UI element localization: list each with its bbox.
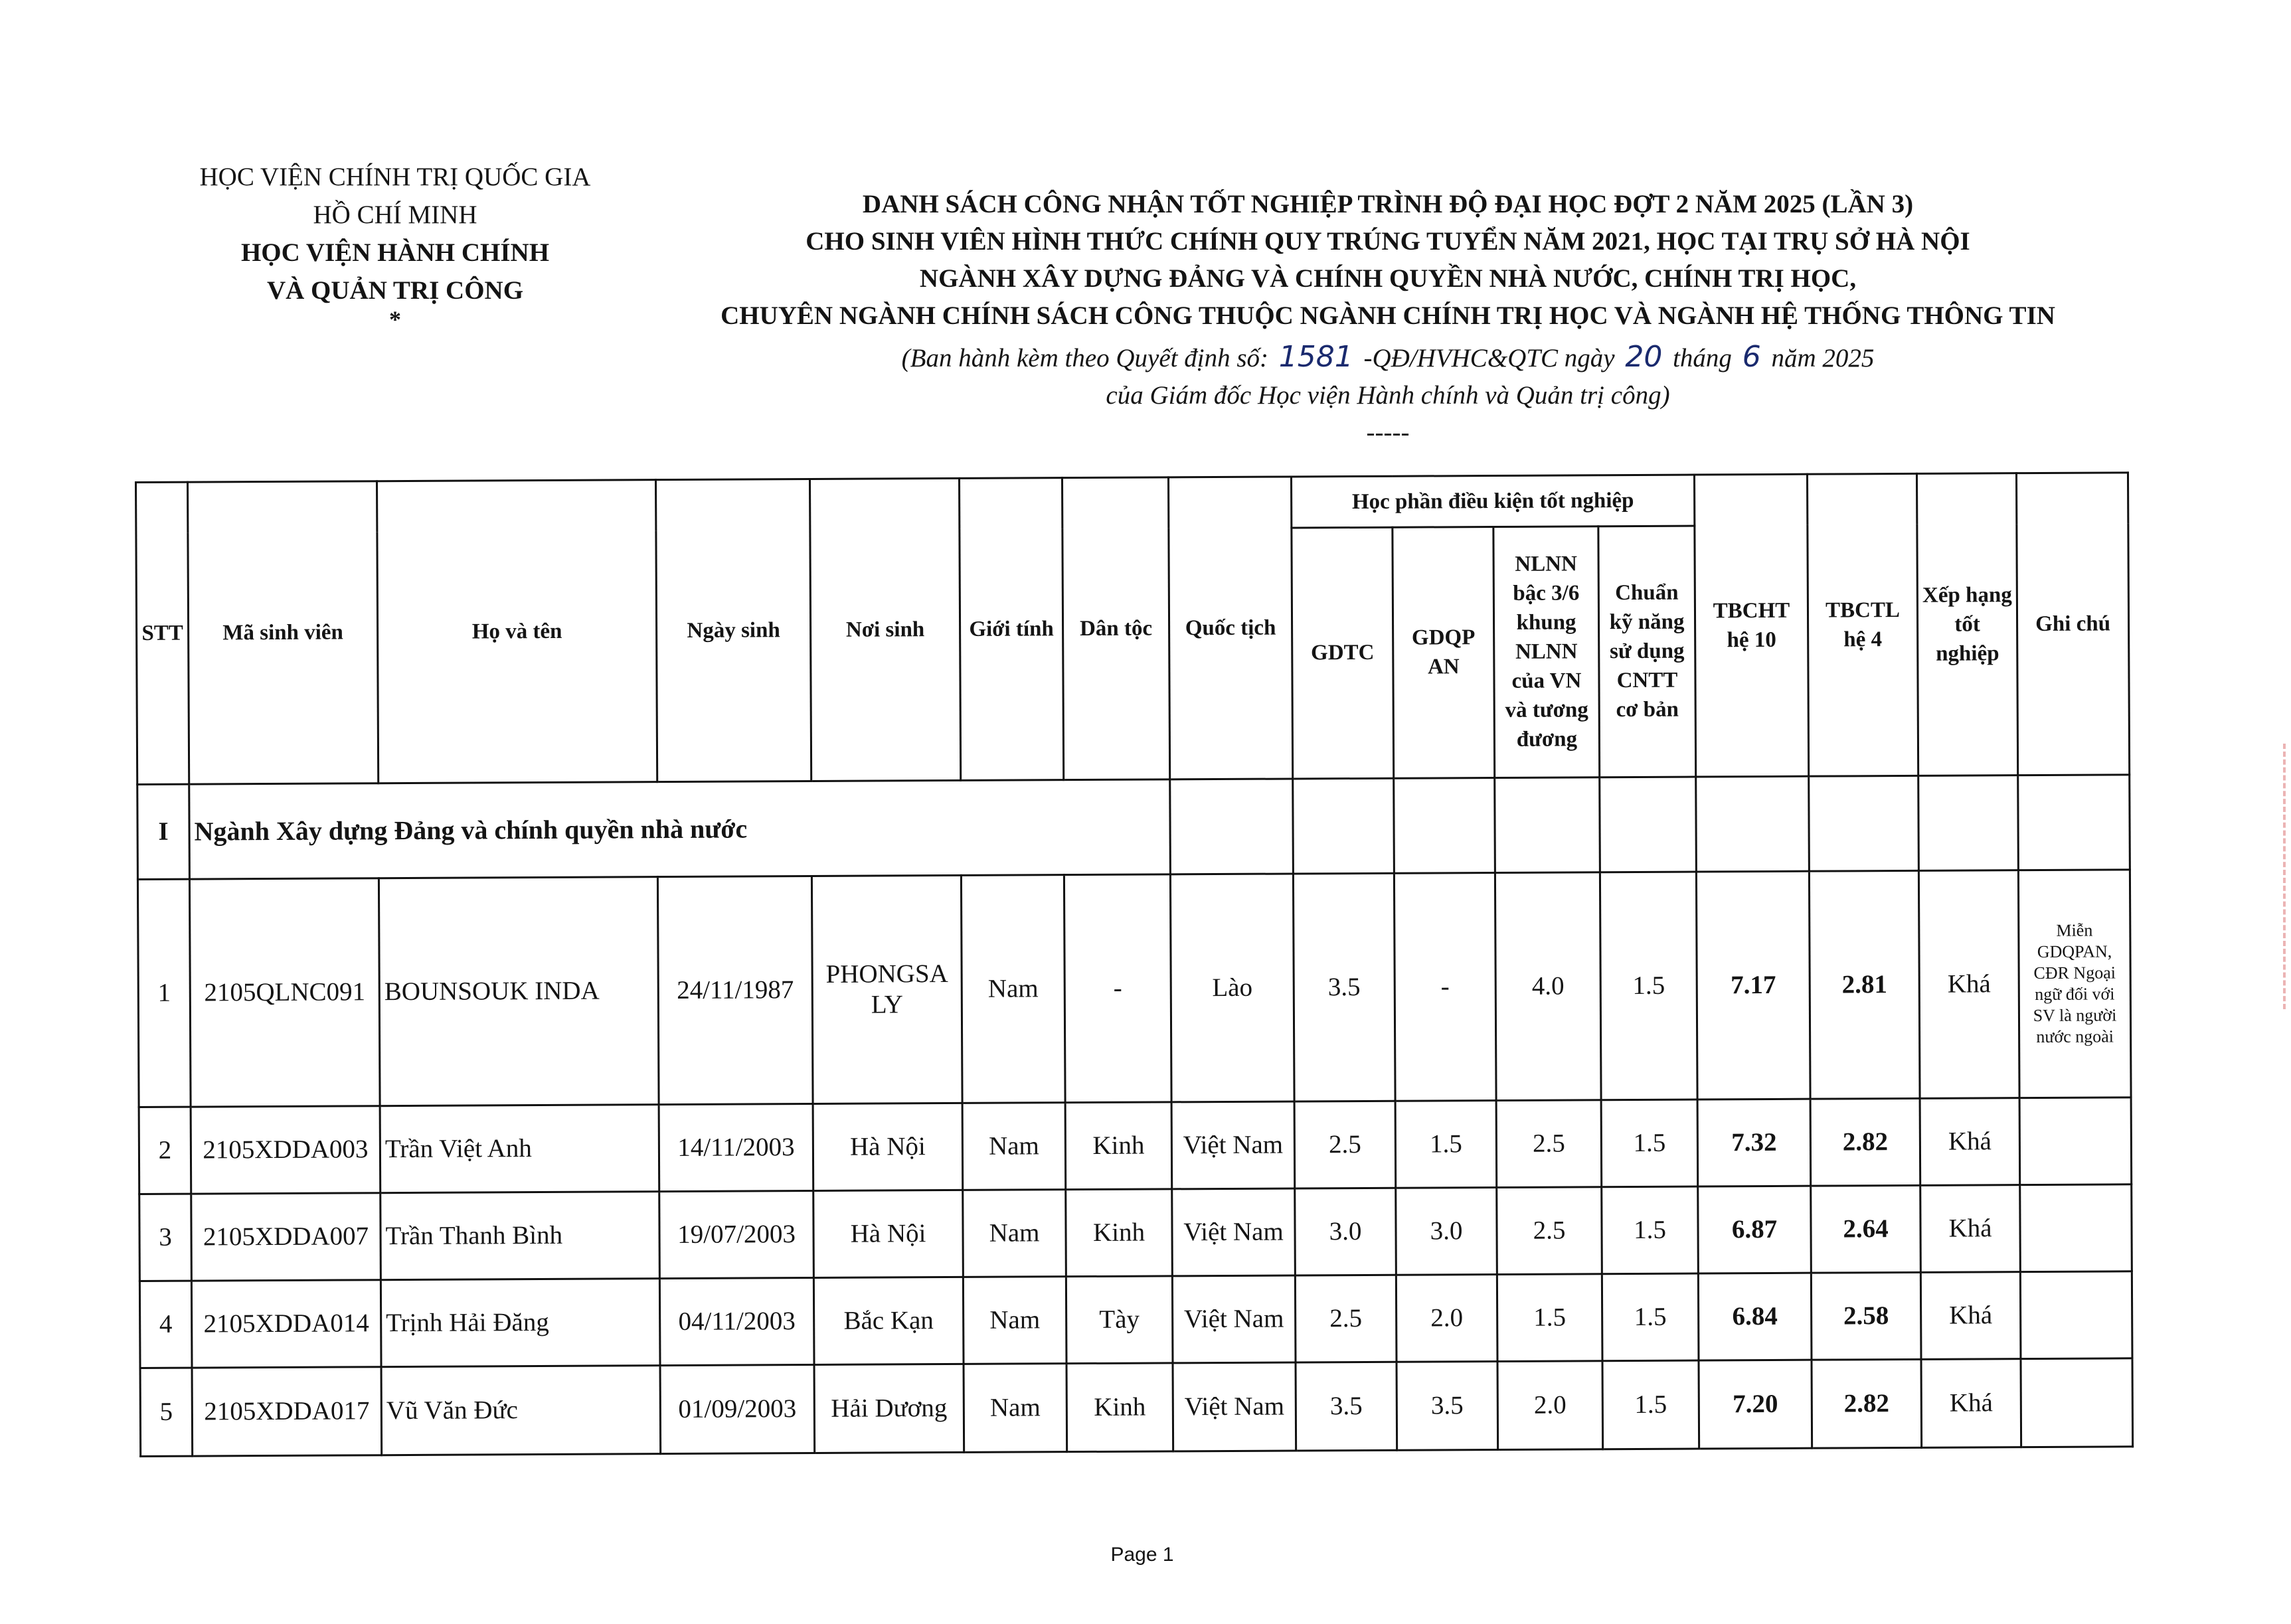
table-row bbox=[139, 1097, 2132, 1194]
col-header-notes: Ghi chú bbox=[2017, 473, 2130, 775]
cell-nationality: Lào bbox=[1170, 874, 1294, 1102]
title-line-4: CHUYÊN NGÀNH CHÍNH SÁCH CÔNG THUỘC NGÀNH CHÍNH TRỊ HỌC VÀ NGÀNH HỆ THỐNG THÔNG TIN bbox=[721, 301, 2055, 330]
col-header-name: Họ và tên bbox=[377, 480, 657, 783]
cell-gdqp: 2.0 bbox=[1396, 1275, 1497, 1362]
col-header-gdtc: GDTC bbox=[1292, 527, 1394, 779]
cell-tbctl: 2.82 bbox=[1812, 1359, 1922, 1448]
cell-gender: Nam bbox=[963, 1277, 1066, 1364]
cell-stt: 3 bbox=[139, 1194, 192, 1281]
cell-nlnn: 2.5 bbox=[1496, 1100, 1602, 1188]
cell-dob: 24/11/1987 bbox=[657, 876, 813, 1105]
cell-gdqp: 1.5 bbox=[1395, 1101, 1497, 1188]
cell-dob: 19/07/2003 bbox=[659, 1191, 814, 1279]
cell-gdqp: - bbox=[1394, 873, 1496, 1101]
cell-gender: Nam bbox=[962, 1103, 1066, 1190]
cell-name: BOUNSOUK INDA bbox=[379, 877, 659, 1106]
table-row bbox=[139, 1271, 2132, 1368]
table-row bbox=[140, 1358, 2133, 1457]
cell-gdtc: 3.5 bbox=[1296, 1362, 1397, 1451]
col-header-birthplace: Nơi sinh bbox=[809, 478, 960, 781]
cell-gdtc: 3.5 bbox=[1293, 874, 1395, 1101]
cell-name: Vũ Văn Đức bbox=[381, 1366, 661, 1455]
cell-nlnn: 2.0 bbox=[1497, 1361, 1603, 1450]
cell-nationality: Việt Nam bbox=[1172, 1188, 1296, 1276]
cell-gdtc: 3.0 bbox=[1295, 1188, 1397, 1275]
cell-tbctl: 2.82 bbox=[1810, 1099, 1920, 1186]
cell-tbcht: 7.17 bbox=[1696, 872, 1810, 1100]
cell-notes bbox=[2019, 1097, 2132, 1185]
cell-tbctl: 2.64 bbox=[1811, 1185, 1921, 1273]
cell-birthplace: PHONGSA LY bbox=[811, 876, 962, 1104]
cell-stt: 5 bbox=[140, 1368, 193, 1456]
decree-suffix: -QĐ/HVHC&QTC ngày bbox=[1363, 344, 1615, 372]
col-header-stt: STT bbox=[136, 482, 189, 785]
cell-ethnicity: Kinh bbox=[1066, 1363, 1173, 1452]
org-line-3: HỌC VIỆN HÀNH CHÍNH bbox=[240, 238, 550, 267]
col-header-rank: Xếp hạng tốt nghiệp bbox=[1917, 473, 2018, 776]
cell-nlnn: 4.0 bbox=[1495, 872, 1601, 1100]
cell-cntt: 1.5 bbox=[1601, 1099, 1698, 1187]
cell-notes: Miễn GDQPAN, CĐR Ngoại ngữ đối với SV là người nước ngoài bbox=[2018, 870, 2131, 1098]
col-header-gender: Giới tính bbox=[959, 478, 1063, 781]
cell-tbctl: 2.58 bbox=[1811, 1272, 1921, 1360]
cell-gender: Nam bbox=[964, 1364, 1067, 1453]
cell-cntt: 1.5 bbox=[1600, 872, 1697, 1099]
table-row bbox=[137, 870, 2131, 1107]
cell-cntt: 1.5 bbox=[1602, 1186, 1699, 1274]
edge-stamp-mark bbox=[2263, 744, 2286, 1009]
section-row bbox=[137, 775, 2130, 880]
cell-student-id: 2105XDDA014 bbox=[191, 1280, 381, 1368]
col-header-gdqp: GDQP AN bbox=[1393, 527, 1495, 778]
cell-rank: Khá bbox=[1920, 1272, 2021, 1360]
col-header-cntt: Chuẩn kỹ năng sử dụng CNTT cơ bản bbox=[1598, 526, 1696, 777]
title-line-2: CHO SINH VIÊN HÌNH THỨC CHÍNH QUY TRÚNG TUYỂN NĂM 2021, HỌC TẠI TRỤ SỞ HÀ NỘI bbox=[806, 227, 1970, 256]
cell-nationality: Việt Nam bbox=[1173, 1362, 1296, 1451]
cell-student-id: 2105QLNC091 bbox=[189, 878, 380, 1107]
cell-name: Trần Thanh Bình bbox=[381, 1192, 660, 1280]
decree-year: năm 2025 bbox=[1771, 344, 1875, 372]
cell-tbcht: 6.87 bbox=[1698, 1186, 1812, 1273]
cell-stt: 4 bbox=[139, 1281, 192, 1368]
table-row bbox=[139, 1184, 2132, 1281]
cell-gender: Nam bbox=[963, 1190, 1066, 1277]
org-line-1: HỌC VIỆN CHÍNH TRỊ QUỐC GIA bbox=[199, 163, 591, 191]
cell-rank: Khá bbox=[1920, 1098, 2020, 1186]
section-label: Ngành Xây dựng Đảng và chính quyền nhà nước bbox=[189, 779, 1171, 879]
decree-prefix: (Ban hành kèm theo Quyết định số: bbox=[901, 344, 1269, 372]
cell-gdtc: 2.5 bbox=[1295, 1275, 1397, 1362]
col-header-dob: Ngày sinh bbox=[655, 479, 811, 782]
col-header-nationality: Quốc tịch bbox=[1168, 477, 1292, 779]
cell-dob: 14/11/2003 bbox=[659, 1104, 813, 1192]
cell-ethnicity: Kinh bbox=[1065, 1102, 1172, 1190]
decree-day: 20 bbox=[1625, 340, 1663, 374]
cell-notes bbox=[2020, 1271, 2132, 1359]
graduation-table bbox=[135, 471, 2134, 1457]
cell-birthplace: Hải Dương bbox=[814, 1364, 964, 1453]
cell-birthplace: Hà Nội bbox=[813, 1103, 963, 1191]
cell-cntt: 1.5 bbox=[1602, 1360, 1699, 1449]
decree-line-2: của Giám đốc Học viện Hành chính và Quản trị công) bbox=[1106, 381, 1670, 410]
cell-tbcht: 7.32 bbox=[1697, 1099, 1811, 1186]
cell-nlnn: 2.5 bbox=[1497, 1187, 1602, 1275]
cell-birthplace: Bắc Kạn bbox=[813, 1277, 964, 1364]
cell-cntt: 1.5 bbox=[1602, 1273, 1699, 1361]
decree-reference bbox=[764, 339, 2012, 451]
decree-month-label: tháng bbox=[1673, 344, 1732, 372]
cell-ethnicity: - bbox=[1064, 874, 1171, 1102]
cell-tbcht: 7.20 bbox=[1699, 1360, 1812, 1449]
org-line-4: VÀ QUẢN TRỊ CÔNG bbox=[266, 276, 524, 305]
col-header-ethnicity: Dân tộc bbox=[1062, 477, 1169, 780]
org-star: * bbox=[389, 306, 401, 333]
cell-notes bbox=[2021, 1358, 2133, 1447]
cell-tbctl: 2.81 bbox=[1809, 871, 1920, 1099]
cell-ethnicity: Tày bbox=[1066, 1276, 1173, 1364]
cell-gdtc: 2.5 bbox=[1294, 1101, 1396, 1188]
issuing-organization bbox=[126, 158, 664, 333]
header-row-1 bbox=[136, 473, 2128, 533]
cell-notes bbox=[2020, 1184, 2132, 1272]
org-line-2: HỒ CHÍ MINH bbox=[313, 201, 477, 229]
col-header-tbctl: TBCTL hệ 4 bbox=[1808, 473, 1918, 776]
cell-dob: 04/11/2003 bbox=[659, 1278, 814, 1366]
cell-gdqp: 3.0 bbox=[1396, 1188, 1497, 1275]
cell-student-id: 2105XDDA003 bbox=[191, 1106, 381, 1194]
document-title bbox=[664, 186, 2112, 335]
cell-birthplace: Hà Nội bbox=[813, 1190, 964, 1277]
cell-stt: 2 bbox=[139, 1107, 191, 1194]
title-line-3: NGÀNH XÂY DỰNG ĐẢNG VÀ CHÍNH QUYỀN NHÀ NƯỚC, CHÍNH TRỊ HỌC, bbox=[919, 264, 1857, 293]
decree-number: 1581 bbox=[1278, 340, 1353, 374]
cell-name: Trịnh Hải Đăng bbox=[381, 1279, 660, 1367]
cell-nlnn: 1.5 bbox=[1497, 1274, 1602, 1362]
cell-rank: Khá bbox=[1921, 1359, 2021, 1448]
col-header-nlnn: NLNN bậc 3/6 khung NLNN của VN và tương đương bbox=[1493, 526, 1600, 777]
cell-nationality: Việt Nam bbox=[1171, 1101, 1295, 1189]
col-header-tbcht: TBCHT hệ 10 bbox=[1695, 474, 1809, 777]
decree-month: 6 bbox=[1742, 340, 1761, 374]
cell-nationality: Việt Nam bbox=[1172, 1275, 1296, 1363]
cell-student-id: 2105XDDA017 bbox=[192, 1367, 382, 1456]
cell-rank: Khá bbox=[1920, 1185, 2021, 1273]
col-header-student-id: Mã sinh viên bbox=[188, 481, 379, 785]
col-header-graduation-conditions: Học phần điều kiện tốt nghiệp bbox=[1291, 475, 1694, 528]
cell-ethnicity: Kinh bbox=[1066, 1189, 1173, 1277]
cell-tbcht: 6.84 bbox=[1698, 1273, 1812, 1360]
decree-separator: ----- bbox=[1366, 418, 1410, 447]
cell-name: Trần Việt Anh bbox=[380, 1105, 659, 1193]
cell-gender: Nam bbox=[961, 875, 1065, 1103]
decree-line-1 bbox=[764, 339, 2012, 377]
cell-dob: 01/09/2003 bbox=[660, 1364, 815, 1453]
title-line-1: DANH SÁCH CÔNG NHẬN TỐT NGHIỆP TRÌNH ĐỘ ĐẠI HỌC ĐỢT 2 NĂM 2025 (LẦN 3) bbox=[862, 190, 1914, 218]
cell-gdqp: 3.5 bbox=[1397, 1361, 1498, 1450]
cell-student-id: 2105XDDA007 bbox=[191, 1193, 381, 1281]
cell-rank: Khá bbox=[1918, 870, 2019, 1098]
cell-stt: 1 bbox=[137, 880, 191, 1107]
section-number: I bbox=[137, 784, 190, 880]
page-number: Page 1 bbox=[1110, 1544, 1174, 1566]
